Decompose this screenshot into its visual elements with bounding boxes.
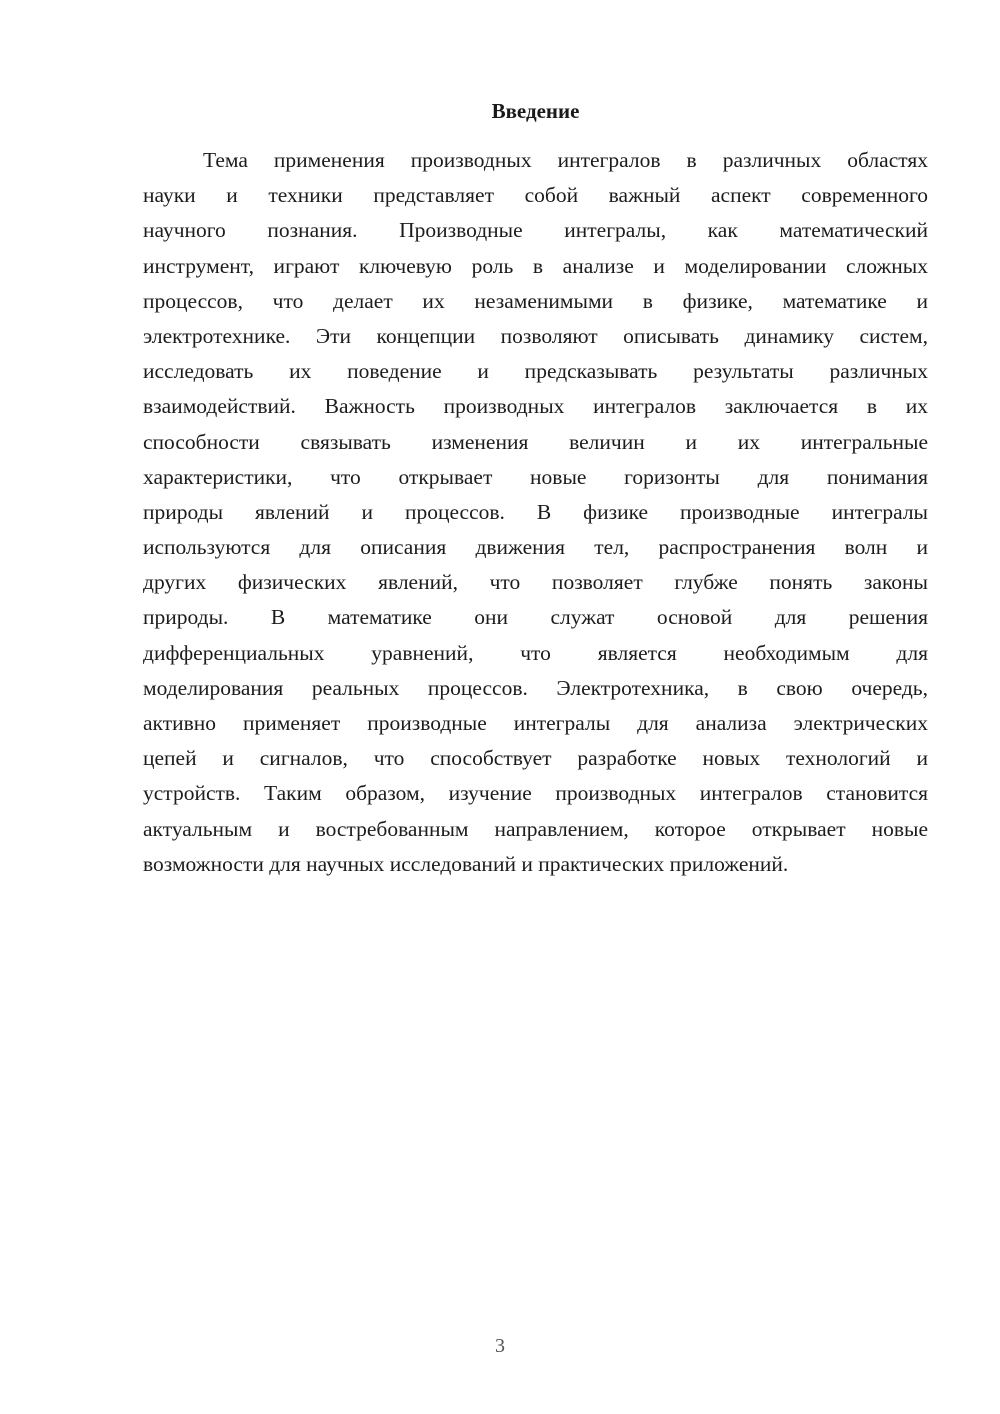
paragraph-line: способности связывать изменения величин и их интегральные bbox=[143, 429, 928, 454]
paragraph-line: цепей и сигналов, что способствует разработке новых технологий и bbox=[143, 746, 928, 771]
paragraph-line: используются для описания движения тел, распространения волн и bbox=[143, 535, 928, 560]
paragraph-line: возможности для научных исследований и практических приложений. bbox=[143, 851, 789, 876]
paragraph-line: других физических явлений, что позволяет глубже понять законы bbox=[143, 570, 928, 595]
paragraph-line: характеристики, что открывает новые горизонты для понимания bbox=[143, 464, 928, 489]
paragraph-line: моделирования реальных процессов. Электротехника, в свою очередь, bbox=[143, 675, 928, 700]
page-number: 3 bbox=[495, 1335, 505, 1357]
paragraph-line: дифференциальных уравнений, что является необходимым для bbox=[143, 640, 928, 665]
paragraph-line: устройств. Таким образом, изучение производных интегралов становится bbox=[143, 781, 928, 806]
paragraph-line: науки и техники представляет собой важный аспект современного bbox=[143, 183, 928, 208]
paragraph-line: научного познания. Производные интегралы, как математический bbox=[143, 218, 928, 243]
paragraph-line: активно применяет производные интегралы для анализа электрических bbox=[143, 711, 928, 735]
paragraph-line: актуальным и востребованным направлением, которое открывает новые bbox=[143, 816, 928, 841]
paragraph-line: исследовать их поведение и предсказывать результаты различных bbox=[143, 359, 928, 384]
paragraph-line: процессов, что делает их незаменимыми в физике, математике и bbox=[143, 288, 928, 313]
section-heading: Введение bbox=[491, 99, 580, 123]
paragraph-line: инструмент, играют ключевую роль в анализе и моделировании сложных bbox=[143, 253, 928, 278]
paragraph-line: электротехнике. Эти концепции позволяют описывать динамику систем, bbox=[143, 323, 928, 348]
paragraph-line: природы явлений и процессов. В физике производные интегралы bbox=[143, 499, 928, 524]
introduction-paragraph bbox=[143, 143, 928, 882]
paragraph-line: взаимодействий. Важность производных интегралов заключается в их bbox=[143, 394, 928, 419]
paragraph-line: природы. В математике они служат основой для решения bbox=[143, 605, 928, 630]
paragraph-line: Тема применения производных интегралов в различных областях bbox=[203, 148, 928, 172]
